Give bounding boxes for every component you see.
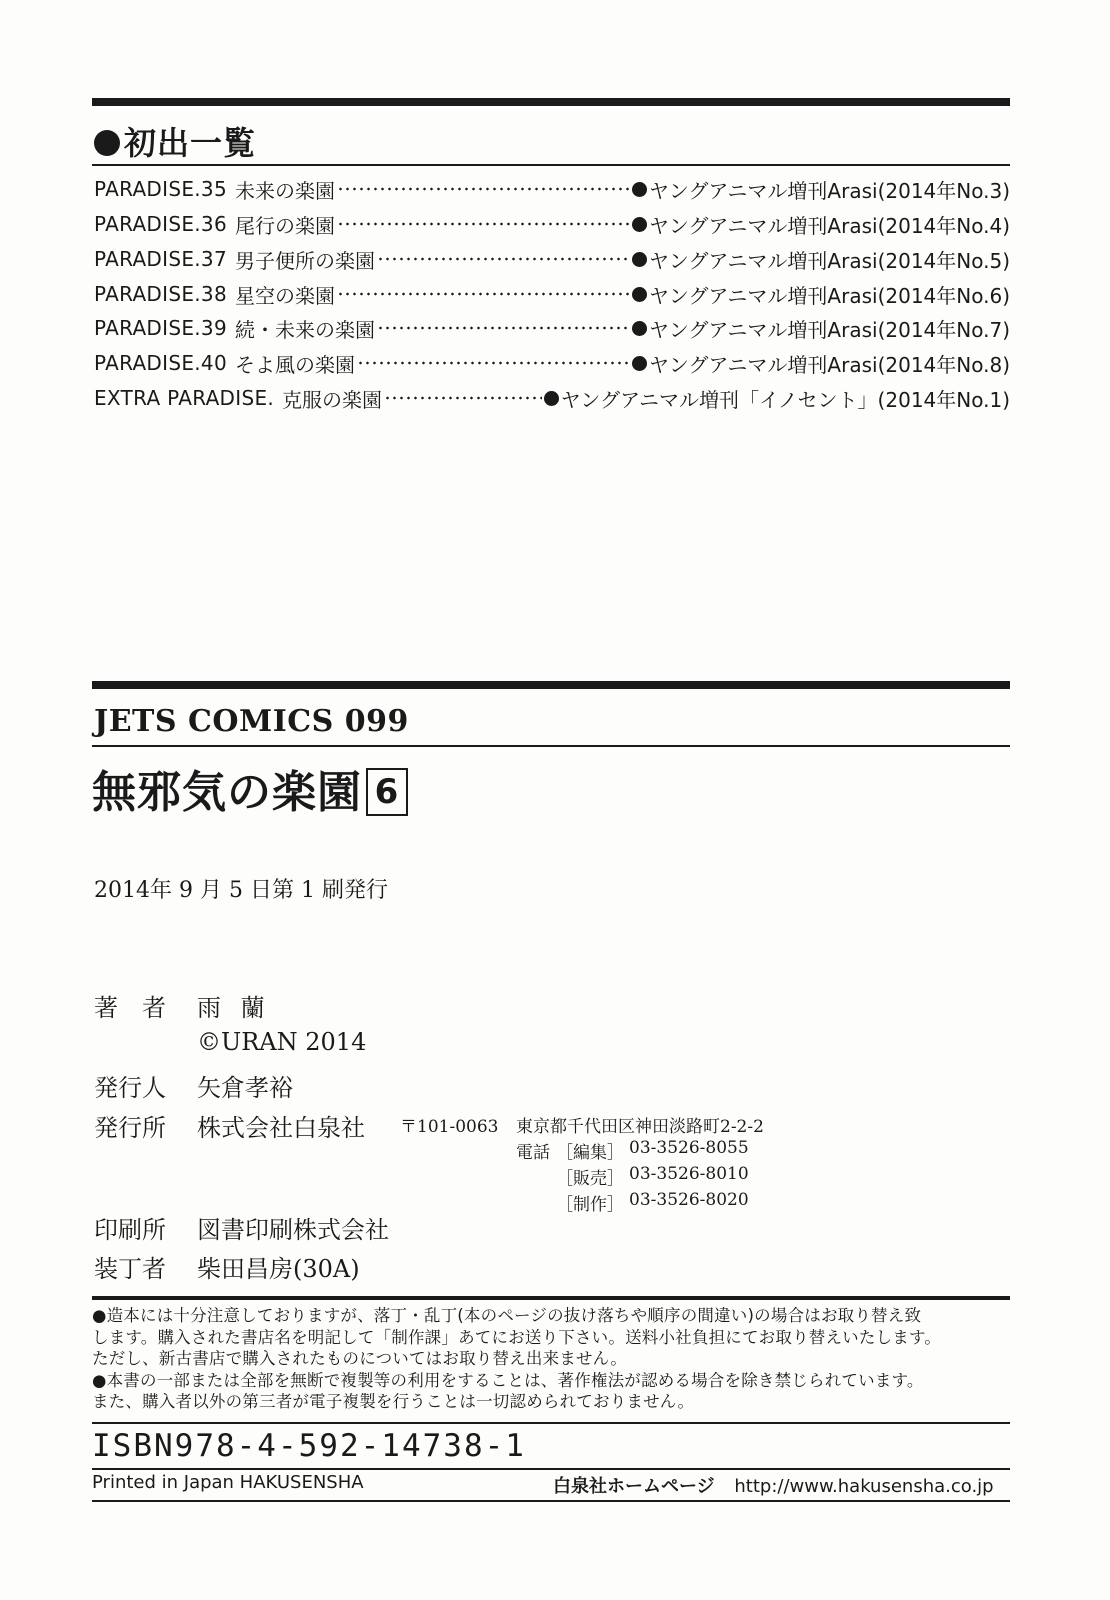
phone-dept: ［編集］	[556, 1143, 624, 1163]
publisher-label: 発行所	[94, 1114, 166, 1142]
homepage: 白泉社ホームページ http://www.hakusensha.co.jp	[553, 1476, 994, 1497]
list-item: PARADISE.38 星空の楽園 ヤングアニマル増刊Arasi(2014年No.6)	[94, 282, 1010, 308]
designer-label: 装丁者	[94, 1255, 166, 1283]
dot-leader	[337, 292, 630, 296]
author-name: 雨 蘭	[197, 994, 271, 1022]
phone-number: 03-3526-8010	[629, 1164, 749, 1184]
dot-leader	[357, 361, 630, 365]
dot-leader	[337, 222, 630, 226]
bullet-icon	[544, 391, 559, 406]
printer-name: 図書印刷株式会社	[197, 1216, 389, 1244]
designer-name: 柴田昌房(30A)	[197, 1255, 360, 1283]
publisher-person: 矢倉孝裕	[197, 1074, 293, 1102]
phone-dept: ［販売］	[556, 1169, 624, 1189]
list-item: PARADISE.39 続・未来の楽園 ヤングアニマル増刊Arasi(2014年No.7)	[94, 316, 1010, 342]
list-item: PARADISE.40 そよ風の楽園 ヤングアニマル増刊Arasi(2014年No.8)	[94, 351, 1010, 377]
author-label: 著 者	[94, 994, 166, 1022]
phone-number: 03-3526-8055	[629, 1138, 749, 1158]
first-appearances-heading: 初出一覧	[94, 118, 256, 164]
notice-top-rule	[92, 1296, 1010, 1300]
bullet-icon	[632, 252, 647, 267]
dot-leader	[377, 326, 630, 330]
address: 東京都千代田区神田淡路町2-2-2	[516, 1117, 764, 1137]
copyright: ©URAN 2014	[197, 1028, 367, 1056]
bullet-icon	[632, 287, 647, 302]
notice-text: ●造本には十分注意しておりますが、落丁・乱丁(本のページの抜け落ちや順序の間違い)の場合はお取り替え致 します。購入された書店名を明記して「制作課」あてにお送り下さい。送料小社負担にてお取り替えいたします。 ただし、新古書店で購入されたものについてはお取り替え出来ません。 ●本書の一部または全部を無断で複製等の利用をすることは、著作権法が認める場合を除き禁じられています。 また、購入者以外の第三者が電子複製を行うことは一切認められておりません。	[92, 1306, 942, 1411]
volume-badge: 6	[366, 768, 408, 816]
publisher-person-label: 発行人	[94, 1074, 166, 1102]
printer-label: 印刷所	[94, 1216, 166, 1244]
series-underline	[92, 745, 1010, 747]
list-item: PARADISE.35 未来の楽園 ヤングアニマル増刊Arasi(2014年No.3)	[94, 177, 1010, 203]
heading-underline	[92, 164, 1010, 166]
bullet-icon	[94, 130, 120, 156]
series-label: JETS COMICS 099	[94, 704, 409, 739]
list-item: PARADISE.36 尾行の楽園 ヤングアニマル増刊Arasi(2014年No.4)	[94, 212, 1010, 238]
phone-label: 電話	[516, 1143, 550, 1163]
bullet-icon	[632, 356, 647, 371]
list-item: PARADISE.37 男子便所の楽園 ヤングアニマル増刊Arasi(2014年No.5)	[94, 247, 1010, 273]
isbn-underline	[92, 1468, 1010, 1470]
top-rule	[92, 98, 1010, 106]
isbn: ISBN978-4-592-14738-1	[92, 1428, 526, 1464]
bullet-icon	[632, 182, 647, 197]
bottom-rule	[92, 1500, 1010, 1502]
notice-bottom-rule	[92, 1422, 1010, 1424]
colophon-top-rule	[92, 681, 1010, 689]
printed-in: Printed in Japan HAKUSENSHA	[92, 1472, 364, 1493]
issue-date: 2014年 9 月 5 日第 1 刷発行	[94, 878, 388, 903]
dot-leader	[384, 396, 542, 400]
phone-dept: ［制作］	[556, 1195, 624, 1215]
book-title: 無邪気の楽園 6	[92, 756, 408, 820]
postal-code: 〒101-0063	[400, 1117, 499, 1137]
bullet-icon	[632, 217, 647, 232]
dot-leader	[337, 187, 630, 191]
phone-number: 03-3526-8020	[629, 1190, 749, 1210]
list-item: EXTRA PARADISE. 克服の楽園 ヤングアニマル増刊「イノセント」(2014年No.1)	[94, 386, 1010, 412]
dot-leader	[377, 257, 630, 261]
publisher-name: 株式会社白泉社	[197, 1114, 365, 1142]
bullet-icon	[632, 321, 647, 336]
